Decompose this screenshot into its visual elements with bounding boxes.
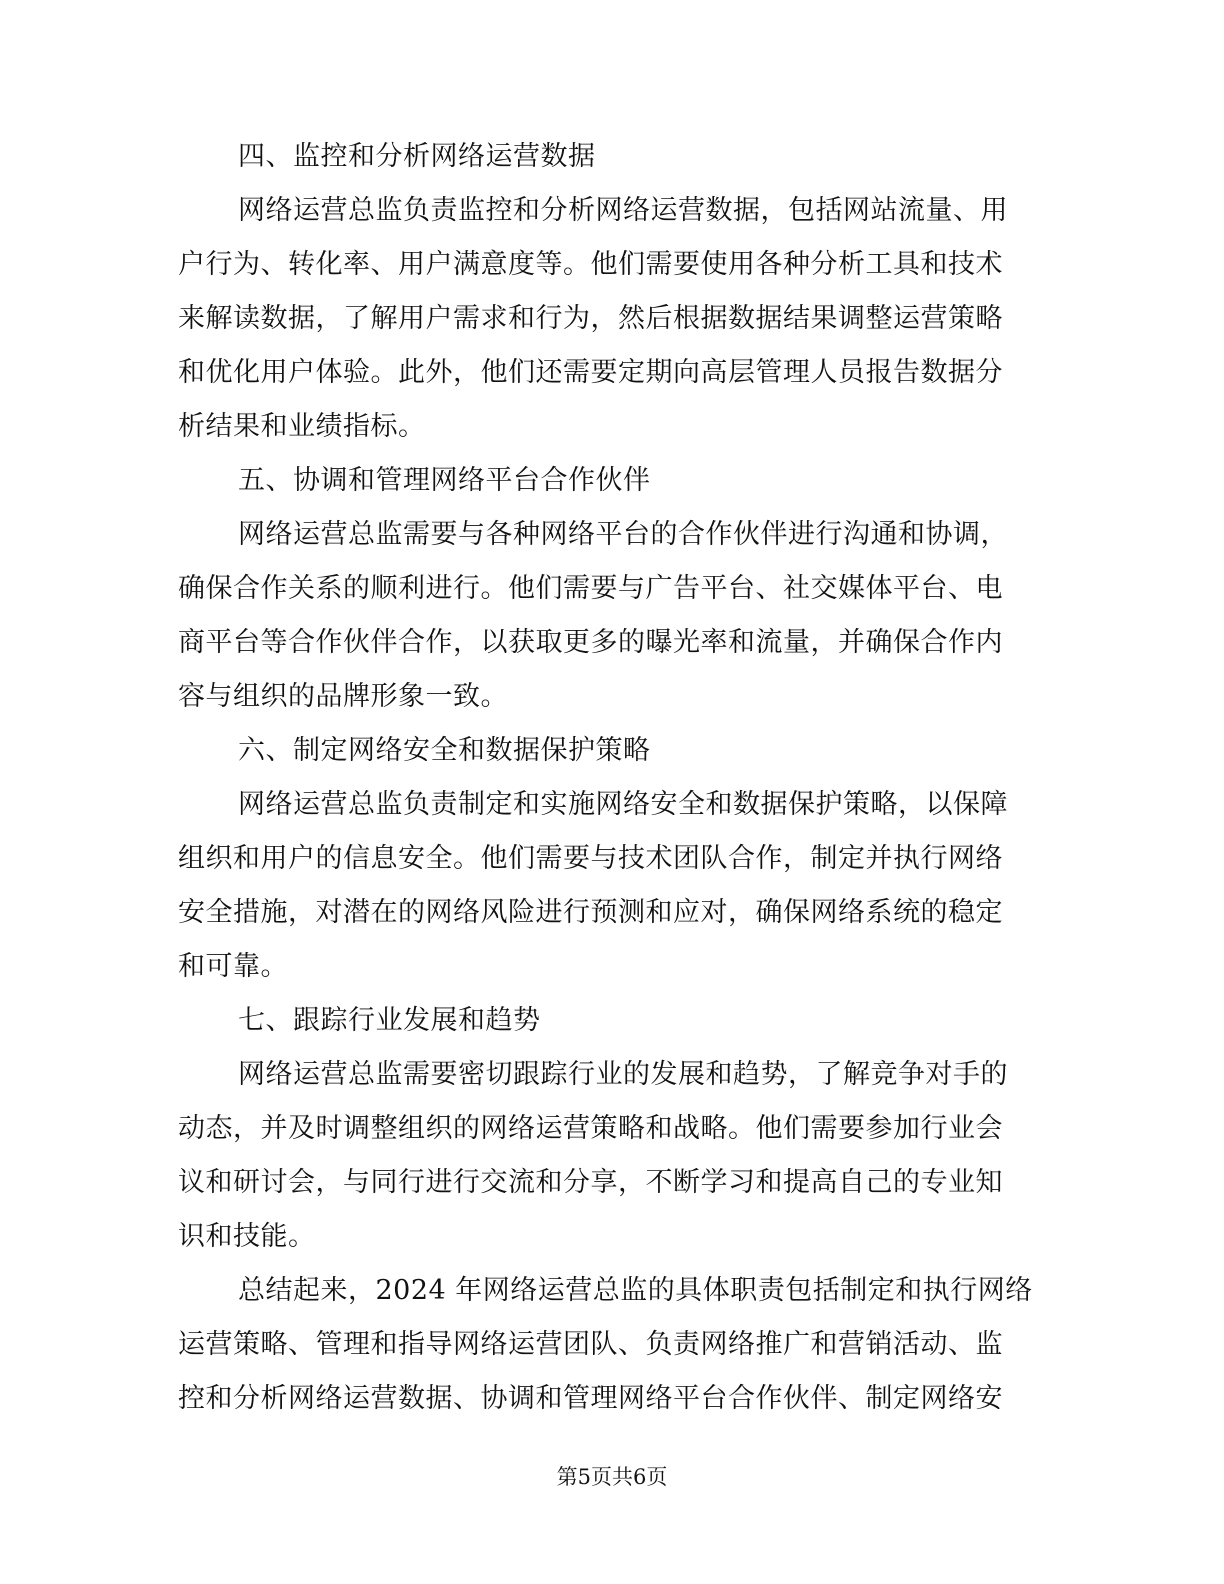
page-number-footer: 第5页共6页 <box>556 1465 668 1489</box>
paragraph-line: 商平台等合作伙伴合作，以获取更多的曝光率和流量，并确保合作内 <box>178 627 1003 658</box>
summary-line: 控和分析网络运营数据、协调和管理网络平台合作伙伴、制定网络安 <box>178 1383 1003 1414</box>
paragraph-line: 和优化用户体验。此外，他们还需要定期向高层管理人员报告数据分 <box>178 357 1003 388</box>
paragraph-line: 来解读数据，了解用户需求和行为，然后根据数据结果调整运营策略 <box>178 303 1003 334</box>
document-body <box>178 130 1033 1426</box>
section-heading-5: 五、协调和管理网络平台合作伙伴 <box>238 465 651 496</box>
paragraph-line: 安全措施，对潜在的网络风险进行预测和应对，确保网络系统的稳定 <box>178 897 1003 928</box>
paragraph-line: 析结果和业绩指标。 <box>178 411 426 442</box>
section-heading-4: 四、监控和分析网络运营数据 <box>238 141 596 172</box>
paragraph-line: 议和研讨会，与同行进行交流和分享，不断学习和提高自己的专业知 <box>178 1167 1003 1198</box>
paragraph-line: 组织和用户的信息安全。他们需要与技术团队合作，制定并执行网络 <box>178 843 1003 874</box>
summary-line: 总结起来，2024 年网络运营总监的具体职责包括制定和执行网络 <box>238 1275 1033 1306</box>
paragraph-line: 网络运营总监负责制定和实施网络安全和数据保护策略，以保障 <box>238 789 1008 820</box>
section-heading-6: 六、制定网络安全和数据保护策略 <box>238 735 651 766</box>
paragraph-line: 网络运营总监需要密切跟踪行业的发展和趋势，了解竞争对手的 <box>238 1059 1008 1090</box>
summary-line: 运营策略、管理和指导网络运营团队、负责网络推广和营销活动、监 <box>178 1329 1003 1360</box>
paragraph-line: 网络运营总监需要与各种网络平台的合作伙伴进行沟通和协调， <box>238 519 1008 550</box>
paragraph-line: 确保合作关系的顺利进行。他们需要与广告平台、社交媒体平台、电 <box>178 573 1003 604</box>
section-heading-7: 七、跟踪行业发展和趋势 <box>238 1005 541 1036</box>
paragraph-line: 容与组织的品牌形象一致。 <box>178 681 508 712</box>
paragraph-line: 网络运营总监负责监控和分析网络运营数据，包括网站流量、用 <box>238 195 1008 226</box>
paragraph-line: 动态，并及时调整组织的网络运营策略和战略。他们需要参加行业会 <box>178 1113 1003 1144</box>
paragraph-line: 识和技能。 <box>178 1221 316 1252</box>
paragraph-line: 户行为、转化率、用户满意度等。他们需要使用各种分析工具和技术 <box>178 249 1003 280</box>
paragraph-line: 和可靠。 <box>178 951 288 982</box>
